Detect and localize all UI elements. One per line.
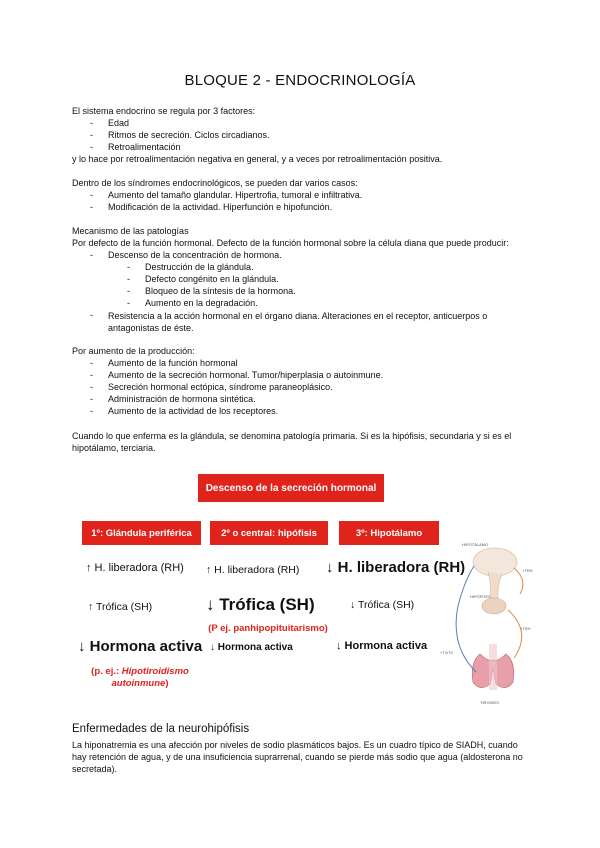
trachea-shape [489, 644, 497, 690]
trofica-peripheral: ↑ Trófica (SH) [88, 601, 153, 613]
intro-lead: El sistema endocrino se regula por 3 factores: [72, 106, 256, 116]
list-item: Administración de hormona sintética. [108, 394, 256, 404]
note-prefix: (p. ej.: [91, 666, 122, 677]
bullet-dash: - [90, 250, 93, 260]
primary-paragraph: Cuando lo que enferma es la glándula, se denomina patología primaria. Si es la hipófisis, secundaria y si es el hipotálamo, terciaria. [72, 431, 512, 453]
arrow-tsh [508, 610, 522, 658]
neuro-paragraph: La hiponatremia es una afección por niveles de sodio plasmáticos bajos. Es un cuadro típico de SIADH, cuando hay retención de agua, y de una insuficiencia suprarrenal, cuando se pierde más sodio que agua (aldosterona no secretada). [72, 740, 523, 774]
bullet-dash: - [127, 298, 130, 308]
rh-peripheral: ↑ H. liberadora (RH) [86, 562, 184, 574]
hypothalamus-shape [473, 548, 517, 576]
bullet-dash: - [90, 358, 93, 368]
label-hypothalamus: HIPOTÁLAMO [462, 542, 489, 547]
rh-pituitary: ↑ H. liberadora (RH) [206, 564, 300, 576]
list-item: Descenso de la concentración de hormona. [108, 250, 282, 260]
sub-list-item: Defecto congénito en la glándula. [145, 274, 279, 284]
sub-list-item: Destrucción de la glándula. [145, 262, 254, 272]
list-item: Ritmos de secreción. Ciclos circadianos. [108, 130, 270, 140]
bullet-dash: - [90, 310, 93, 320]
sub-list-item: Bloqueo de la síntesis de la hormona. [145, 286, 296, 296]
mechanism-heading: Mecanismo de las patologías [72, 226, 189, 236]
hormona-hypothalamus: ↓ Hormona activa [336, 640, 428, 652]
bullet-dash: - [90, 202, 93, 212]
bullet-dash: - [90, 370, 93, 380]
bullet-dash: - [90, 130, 93, 140]
bullet-dash: - [90, 394, 93, 404]
bullet-dash: - [127, 262, 130, 272]
arrow-feedback [456, 566, 476, 672]
list-item: Resistencia a la acción hormonal en el órgano diana. Alteraciones en el receptor, anticuerpos o antagonistas de éste. [108, 311, 488, 333]
trofica-hypothalamus: ↓ Trófica (SH) [350, 599, 415, 611]
intro-tail: y lo hace por retroalimentación negativa en general, y a veces por retroalimentación positiva. [72, 154, 443, 164]
pituitary-shape [482, 598, 506, 614]
rh-hypothalamus: ↓ H. liberadora (RH) [326, 559, 466, 576]
label-t3t4: +T3/T4 [440, 650, 453, 655]
bullet-dash: - [90, 142, 93, 152]
sub-list-item: Aumento en la degradación. [145, 298, 258, 308]
column-title-peripheral: 1º: Glándula periférica [82, 521, 201, 545]
list-item: Edad [108, 118, 130, 128]
list-item: Aumento del tamaño glandular. Hipertrofia, tumoral e infiltrativa. [108, 190, 363, 200]
label-thyroid: TIROIDES [480, 700, 499, 705]
note-suffix: ) [165, 678, 169, 689]
page-title: BLOQUE 2 - ENDOCRINOLOGÍA [184, 72, 416, 89]
bullet-dash: - [90, 118, 93, 128]
column-title-hypothalamus: 3º: Hipotálamo [339, 521, 439, 545]
increase-lead: Por aumento de la producción: [72, 346, 195, 356]
column-title-pituitary: 2º o central: hipófisis [210, 521, 328, 545]
list-item: Aumento de la secreción hormonal. Tumor/hiperplasia o autoinmune. [108, 370, 384, 380]
list-item: Aumento de la función hormonal [108, 358, 238, 368]
pituitary-stalk [488, 572, 502, 598]
figure-header: Descenso de la secreción hormonal [198, 474, 384, 502]
list-item: Retroalimentación [108, 142, 181, 152]
note-hipotiroidismo [84, 666, 196, 690]
bullet-dash: - [90, 406, 93, 416]
mechanism-lead: Por defecto de la función hormonal. Defecto de la función hormonal sobre la célula diana que puede producir: [72, 238, 509, 248]
list-item: Modificación de la actividad. Hiperfunción e hipofunción. [108, 202, 333, 212]
bullet-dash: - [90, 190, 93, 200]
note-emphasis: Hipotiroidismo autoinmune [111, 666, 189, 689]
hormona-pituitary: ↓ Hormona activa [210, 642, 293, 653]
bullet-dash: - [127, 274, 130, 284]
label-tsh: +TSH [520, 626, 531, 631]
label-trh: +TRH [522, 568, 533, 573]
hormona-peripheral: ↓ Hormona activa [78, 638, 203, 655]
label-pituitary: HIPÓFISIS [470, 594, 490, 599]
bullet-dash: - [127, 286, 130, 296]
bullet-dash: - [90, 382, 93, 392]
list-item: Secreción hormonal ectópica, síndrome paraneoplásico. [108, 382, 333, 392]
list-item: Aumento de la actividad de los receptores. [108, 406, 279, 416]
syndromes-lead: Dentro de los síndromes endocrinológicos, se pueden dar varios casos: [72, 178, 358, 188]
trofica-pituitary: ↓ Trófica (SH) [206, 595, 315, 614]
note-panhipopituitarismo: (P ej. panhipopituitarismo) [208, 623, 328, 634]
section-heading: Enfermedades de la neurohipófisis [72, 723, 250, 735]
endocrine-axis-illustration [440, 536, 540, 708]
